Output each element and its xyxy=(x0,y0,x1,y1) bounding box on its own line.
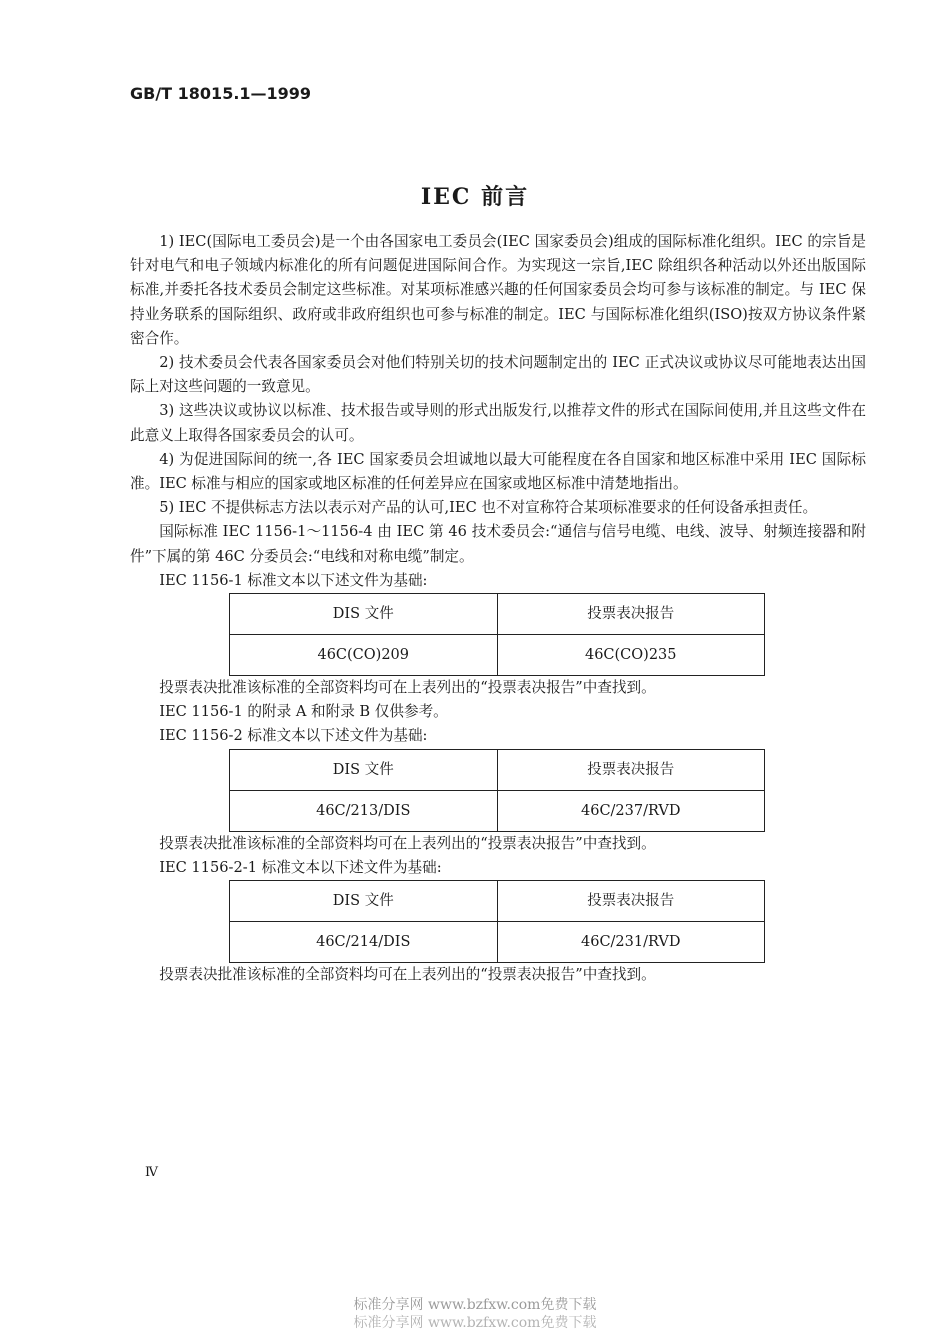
page-title: IEC 前言 xyxy=(420,184,530,210)
section-3-intro: IEC 1156-2-1 标准文本以下述文件为基础: xyxy=(159,858,442,876)
table-header-cell: DIS 文件 xyxy=(230,594,498,635)
table-header-cell: 投票表决报告 xyxy=(497,749,765,790)
table-cell: 46C/214/DIS xyxy=(230,922,498,963)
document-body xyxy=(130,230,866,987)
section-3-note: 投票表决批准该标准的全部资料均可在上表列出的“投票表决报告”中查找到。 xyxy=(159,966,656,984)
paragraph-1: 1) IEC(国际电工委员会)是一个由各国家电工委员会(IEC 国家委员会)组成的国际标准化组织。IEC 的宗旨是针对电气和电子领域内标准化的所有问题促进国际间合作。为实现这一宗旨,IEC 除组织各种活动以外还出版国际标准,并委托各技术委员会制定这些标准。对某项标准感兴趣的任何国家委员会均可参与该标准的制定。与 IEC 保持业务联系的国际组织、政府或非政府组织也可参与标准的制定。IEC 与国际标准化组织(ISO)按双方协议条件紧密合作。 xyxy=(130,233,866,347)
table-header-cell: 投票表决报告 xyxy=(497,594,765,635)
section-1-annex-note: IEC 1156-1 的附录 A 和附录 B 仅供参考。 xyxy=(159,703,448,721)
section-1-intro: IEC 1156-1 标准文本以下述文件为基础: xyxy=(159,571,428,589)
table-header-row xyxy=(230,881,765,922)
table-cell: 46C(CO)209 xyxy=(230,635,498,676)
table-cell: 46C/237/RVD xyxy=(497,790,765,831)
table-header-row xyxy=(230,749,765,790)
section-1-note: 投票表决批准该标准的全部资料均可在上表列出的“投票表决报告”中查找到。 xyxy=(159,679,656,697)
section-2-table xyxy=(229,749,765,832)
paragraph-3: 3) 这些决议或协议以标准、技术报告或导则的形式出版发行,以推荐文件的形式在国际间使用,并且这些文件在此意义上取得各国家委员会的认可。 xyxy=(130,402,866,444)
table-row xyxy=(230,635,765,676)
page-number: Ⅳ xyxy=(145,1165,158,1180)
section-2-intro: IEC 1156-2 标准文本以下述文件为基础: xyxy=(159,727,428,745)
table-header-cell: DIS 文件 xyxy=(230,749,498,790)
watermark-text: 标准分享网 www.bzfxw.com免费下载 xyxy=(353,1297,597,1313)
table-row xyxy=(230,922,765,963)
section-3-table xyxy=(229,880,765,963)
paragraph-4: 4) 为促进国际间的统一,各 IEC 国家委员会坦诚地以最大可能程度在各自国家和地区标准中采用 IEC 国际标准。IEC 标准与相应的国家或地区标准的任何差异应在国家或地区标准中清楚地指出。 xyxy=(130,450,866,493)
paragraph-5: 5) IEC 不提供标志方法以表示对产品的认可,IEC 也不对宣称符合某项标准要求的任何设备承担责任。 xyxy=(159,499,818,517)
standard-code: GB/T 18015.1—1999 xyxy=(130,84,312,103)
table-header-cell: DIS 文件 xyxy=(230,881,498,922)
section-1-table xyxy=(229,593,765,676)
table-cell: 46C(CO)235 xyxy=(497,635,765,676)
table-cell: 46C/213/DIS xyxy=(230,790,498,831)
table-row xyxy=(230,790,765,831)
table-header-cell: 投票表决报告 xyxy=(497,881,765,922)
paragraph-2: 2) 技术委员会代表各国家委员会对他们特别关切的技术问题制定出的 IEC 正式决议或协议尽可能地表达出国际上对这些问题的一致意见。 xyxy=(130,354,866,396)
table-header-row xyxy=(230,594,765,635)
section-2-note: 投票表决批准该标准的全部资料均可在上表列出的“投票表决报告”中查找到。 xyxy=(159,834,656,852)
watermark-text: 标准分享网 www.bzfxw.com免费下载 xyxy=(353,1315,597,1331)
paragraph-6: 国际标准 IEC 1156-1～1156-4 由 IEC 第 46 技术委员会:“通信与信号电缆、电线、波导、射频连接器和附件”下属的第 46C 分委员会:“电线和对称电缆”制定。 xyxy=(130,523,866,565)
table-cell: 46C/231/RVD xyxy=(497,922,765,963)
